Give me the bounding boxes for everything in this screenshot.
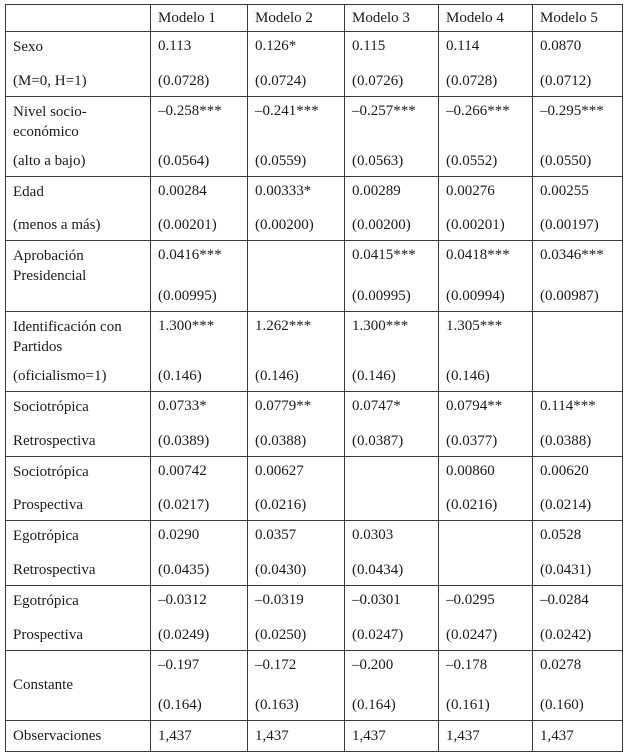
standard-error: (0.0388) (255, 433, 307, 449)
standard-error: (0.00995) (158, 288, 217, 304)
row-sublabel: Retrospectiva (13, 562, 96, 578)
value-wrap (439, 651, 532, 720)
standard-error: (0.0552) (446, 153, 498, 169)
row-label: Sociotrópica (13, 399, 89, 415)
coefficient: 0.00742 (158, 463, 207, 479)
standard-error: (0.0728) (158, 73, 210, 89)
value-wrap (533, 392, 622, 456)
standard-error: (0.0712) (540, 73, 592, 89)
observations-value: 1,437 (446, 728, 480, 744)
coefficient: –0.0319 (255, 592, 304, 608)
value-wrap (151, 392, 247, 456)
standard-error: (0.00197) (540, 217, 599, 233)
value-cell (345, 586, 439, 651)
value-wrap (533, 586, 622, 650)
value-wrap (248, 241, 344, 311)
value-cell (248, 241, 345, 312)
value-wrap (439, 521, 532, 585)
table-row (6, 521, 623, 586)
coefficient: 0.0303 (352, 527, 394, 543)
coefficient: –0.0295 (446, 592, 495, 608)
row-label-cell (6, 586, 151, 651)
row-label-wrap (6, 457, 150, 520)
value-cell (151, 312, 248, 392)
standard-error: (0.0389) (158, 433, 210, 449)
coefficient: 0.0357 (255, 527, 297, 543)
observations-row (6, 721, 623, 752)
observations-value-cell (151, 721, 248, 752)
coefficient: –0.197 (158, 657, 200, 673)
value-cell (151, 521, 248, 586)
value-cell (345, 97, 439, 177)
coefficient: –0.178 (446, 657, 488, 673)
coefficient: 1.262*** (255, 318, 312, 334)
standard-error: (0.0559) (255, 153, 307, 169)
row-label: Edad (13, 184, 44, 200)
coefficient: 0.0747* (352, 398, 401, 414)
row-label-wrap (6, 32, 150, 96)
observations-value: 1,437 (255, 728, 289, 744)
standard-error: (0.0250) (255, 627, 307, 643)
value-wrap (345, 521, 438, 585)
standard-error: (0.0724) (255, 73, 307, 89)
value-cell (439, 177, 533, 241)
value-cell (533, 392, 623, 457)
value-cell (439, 651, 533, 721)
coefficient: 0.0415*** (352, 247, 416, 263)
standard-error: (0.0728) (446, 73, 498, 89)
standard-error: (0.0726) (352, 73, 404, 89)
row-label-wrap (6, 312, 150, 391)
value-cell (248, 392, 345, 457)
standard-error: (0.0216) (255, 497, 307, 513)
standard-error: (0.0388) (540, 433, 592, 449)
value-wrap (439, 177, 532, 240)
value-wrap (151, 241, 247, 311)
row-sublabel: Prospectiva (13, 497, 83, 513)
table-row (6, 97, 623, 177)
standard-error: (0.0387) (352, 433, 404, 449)
standard-error: (0.00201) (158, 217, 217, 233)
coefficient: 0.0733* (158, 398, 207, 414)
row-sublabel: Retrospectiva (13, 433, 96, 449)
value-wrap (345, 241, 438, 311)
observations-value-wrap (439, 721, 532, 751)
coefficient: –0.241*** (255, 103, 319, 119)
coefficient: 0.113 (158, 38, 192, 54)
value-wrap (345, 32, 438, 96)
value-cell (533, 521, 623, 586)
value-cell (248, 312, 345, 392)
value-cell (439, 457, 533, 521)
value-wrap (248, 521, 344, 585)
value-cell (439, 32, 533, 97)
value-cell (345, 32, 439, 97)
value-wrap (533, 521, 622, 585)
header-modelo-1: Modelo 1 (151, 5, 248, 32)
value-cell (345, 651, 439, 721)
value-cell (533, 586, 623, 651)
coefficient: 0.00289 (352, 183, 401, 199)
value-cell (533, 457, 623, 521)
value-wrap (248, 32, 344, 96)
value-cell (533, 241, 623, 312)
standard-error: (0.146) (255, 368, 299, 384)
standard-error: (0.163) (255, 697, 299, 713)
row-label: Egotrópica (13, 528, 79, 544)
value-wrap (345, 586, 438, 650)
standard-error: (0.00200) (352, 217, 411, 233)
row-label-wrap (6, 586, 150, 650)
standard-error: (0.0247) (446, 627, 498, 643)
row-label-cell (6, 392, 151, 457)
coefficient: 1.300*** (158, 318, 215, 334)
coefficient: 0.00284 (158, 183, 207, 199)
header-modelo-2: Modelo 2 (248, 5, 345, 32)
coefficient: –0.0301 (352, 592, 401, 608)
observations-value-cell (533, 721, 623, 752)
row-label: Nivel socio-económico (13, 104, 87, 140)
table-row (6, 392, 623, 457)
coefficient: 0.00627 (255, 463, 304, 479)
value-wrap (439, 392, 532, 456)
value-wrap (248, 586, 344, 650)
coefficient: –0.257*** (352, 103, 416, 119)
value-cell (345, 177, 439, 241)
value-wrap (248, 177, 344, 240)
value-cell (439, 241, 533, 312)
value-wrap (533, 457, 622, 520)
coefficient: 0.0418*** (446, 247, 510, 263)
coefficient: –0.266*** (446, 103, 510, 119)
value-cell (533, 32, 623, 97)
observations-value-wrap (345, 721, 438, 751)
standard-error: (0.0214) (540, 497, 592, 513)
value-wrap (439, 586, 532, 650)
row-label-wrap (6, 651, 150, 720)
observations-value-cell (248, 721, 345, 752)
standard-error: (0.160) (540, 697, 584, 713)
row-label-cell (6, 312, 151, 392)
value-cell (151, 241, 248, 312)
standard-error: (0.0564) (158, 153, 210, 169)
value-cell (439, 97, 533, 177)
value-wrap (151, 521, 247, 585)
value-cell (345, 457, 439, 521)
standard-error: (0.00994) (446, 288, 505, 304)
row-label: Sexo (13, 39, 43, 55)
value-cell (345, 241, 439, 312)
standard-error: (0.0377) (446, 433, 498, 449)
value-cell (439, 521, 533, 586)
value-cell (248, 177, 345, 241)
value-cell (533, 312, 623, 392)
value-cell (345, 392, 439, 457)
header-blank-cell (6, 5, 151, 32)
row-label-cell (6, 97, 151, 177)
value-cell (345, 521, 439, 586)
row-sublabel: Prospectiva (13, 627, 83, 643)
value-wrap (151, 312, 247, 391)
value-wrap (345, 312, 438, 391)
coefficient: 0.126* (255, 38, 297, 54)
value-wrap (439, 97, 532, 176)
value-cell (151, 97, 248, 177)
value-wrap (439, 312, 532, 391)
header-row (6, 5, 623, 32)
coefficient: 0.0870 (540, 38, 582, 54)
standard-error: (0.164) (352, 697, 396, 713)
standard-error: (0.0434) (352, 562, 404, 578)
table-row (6, 177, 623, 241)
coefficient: –0.172 (255, 657, 297, 673)
value-cell (248, 586, 345, 651)
value-cell (151, 651, 248, 721)
value-cell (151, 392, 248, 457)
value-wrap (439, 32, 532, 96)
row-label-cell (6, 521, 151, 586)
row-sublabel: (alto a bajo) (13, 153, 86, 169)
standard-error: (0.0242) (540, 627, 592, 643)
value-cell (533, 651, 623, 721)
value-wrap (345, 177, 438, 240)
row-label-wrap (6, 241, 150, 311)
standard-error: (0.146) (158, 368, 202, 384)
standard-error: (0.0430) (255, 562, 307, 578)
standard-error: (0.0435) (158, 562, 210, 578)
row-sublabel: (M=0, H=1) (13, 73, 87, 89)
observations-label-cell (6, 721, 151, 752)
value-wrap (248, 312, 344, 391)
value-wrap (533, 312, 622, 391)
value-wrap (151, 586, 247, 650)
row-label: Aprobación Presidencial (13, 248, 87, 284)
value-wrap (151, 97, 247, 176)
value-wrap (248, 392, 344, 456)
value-cell (151, 32, 248, 97)
coefficient: –0.0312 (158, 592, 207, 608)
value-wrap (151, 177, 247, 240)
standard-error: (0.0563) (352, 153, 404, 169)
value-wrap (345, 651, 438, 720)
standard-error: (0.00995) (352, 288, 411, 304)
row-label-wrap (6, 177, 150, 240)
header-modelo-4: Modelo 4 (439, 5, 533, 32)
coefficient: 0.115 (352, 38, 386, 54)
standard-error: (0.0217) (158, 497, 210, 513)
value-cell (248, 97, 345, 177)
value-wrap (533, 32, 622, 96)
row-label: Egotrópica (13, 593, 79, 609)
row-label: Identificación con Partidos (13, 319, 122, 355)
value-wrap (248, 97, 344, 176)
row-label-cell (6, 651, 151, 721)
value-cell (151, 586, 248, 651)
coefficient: 0.0528 (540, 527, 582, 543)
standard-error: (0.146) (446, 368, 490, 384)
table-row (6, 241, 623, 312)
observations-value-wrap (248, 721, 344, 751)
row-label: Sociotrópica (13, 464, 89, 480)
value-wrap (439, 241, 532, 311)
value-wrap (248, 457, 344, 520)
coefficient: 0.114*** (540, 398, 596, 414)
value-cell (151, 457, 248, 521)
table-row (6, 651, 623, 721)
value-wrap (345, 392, 438, 456)
standard-error: (0.0431) (540, 562, 592, 578)
standard-error: (0.161) (446, 697, 490, 713)
coefficient: 0.00276 (446, 183, 495, 199)
value-wrap (151, 457, 247, 520)
row-label-cell (6, 177, 151, 241)
value-wrap (151, 651, 247, 720)
value-wrap (151, 32, 247, 96)
standard-error: (0.00200) (255, 217, 314, 233)
coefficient: 0.0416*** (158, 247, 222, 263)
observations-value-wrap (533, 721, 622, 751)
observations-value: 1,437 (352, 728, 386, 744)
value-cell (439, 312, 533, 392)
value-wrap (533, 651, 622, 720)
coefficient: –0.258*** (158, 103, 222, 119)
value-cell (439, 586, 533, 651)
value-cell (248, 651, 345, 721)
value-wrap (345, 457, 438, 520)
coefficient: 0.0278 (540, 657, 582, 673)
row-label-wrap (6, 521, 150, 585)
coefficient: –0.200 (352, 657, 394, 673)
observations-label: Observaciones (13, 728, 102, 744)
row-label: Constante (13, 677, 73, 693)
value-wrap (345, 97, 438, 176)
observations-value-cell (345, 721, 439, 752)
row-label-cell (6, 241, 151, 312)
value-cell (533, 97, 623, 177)
coefficient: 0.00333* (255, 183, 312, 199)
standard-error: (0.164) (158, 697, 202, 713)
standard-error: (0.00201) (446, 217, 505, 233)
table-row (6, 586, 623, 651)
value-wrap (533, 97, 622, 176)
value-cell (151, 177, 248, 241)
coefficient: –0.0284 (540, 592, 589, 608)
row-sublabel: (oficialismo=1) (13, 368, 107, 384)
regression-table (5, 4, 623, 752)
standard-error: (0.0247) (352, 627, 404, 643)
row-sublabel: (menos a más) (13, 217, 101, 233)
observations-value: 1,437 (540, 728, 574, 744)
standard-error: (0.0249) (158, 627, 210, 643)
observations-value-wrap (151, 721, 247, 751)
value-cell (248, 32, 345, 97)
observations-value-cell (439, 721, 533, 752)
coefficient: 1.305*** (446, 318, 503, 334)
standard-error: (0.00987) (540, 288, 599, 304)
coefficient: 1.300*** (352, 318, 409, 334)
standard-error: (0.0216) (446, 497, 498, 513)
row-label-cell (6, 32, 151, 97)
value-cell (248, 521, 345, 586)
value-cell (533, 177, 623, 241)
coefficient: 0.00860 (446, 463, 495, 479)
observations-label-wrap (6, 721, 150, 751)
observations-value: 1,437 (158, 728, 192, 744)
value-wrap (533, 177, 622, 240)
coefficient: 0.0346*** (540, 247, 604, 263)
value-cell (345, 312, 439, 392)
header-modelo-3: Modelo 3 (345, 5, 439, 32)
table-row (6, 457, 623, 521)
standard-error: (0.146) (352, 368, 396, 384)
table-row (6, 312, 623, 392)
coefficient: 0.0779** (255, 398, 312, 414)
coefficient: 0.0290 (158, 527, 200, 543)
row-label-cell (6, 457, 151, 521)
coefficient: 0.00620 (540, 463, 589, 479)
table-row (6, 32, 623, 97)
value-cell (439, 392, 533, 457)
value-wrap (439, 457, 532, 520)
coefficient: 0.0794** (446, 398, 503, 414)
coefficient: 0.00255 (540, 183, 589, 199)
value-wrap (248, 651, 344, 720)
row-label-wrap (6, 392, 150, 456)
row-label-wrap (6, 97, 150, 176)
coefficient: 0.114 (446, 38, 480, 54)
coefficient: –0.295*** (540, 103, 604, 119)
value-cell (248, 457, 345, 521)
header-modelo-5: Modelo 5 (533, 5, 623, 32)
value-wrap (533, 241, 622, 311)
standard-error: (0.0550) (540, 153, 592, 169)
